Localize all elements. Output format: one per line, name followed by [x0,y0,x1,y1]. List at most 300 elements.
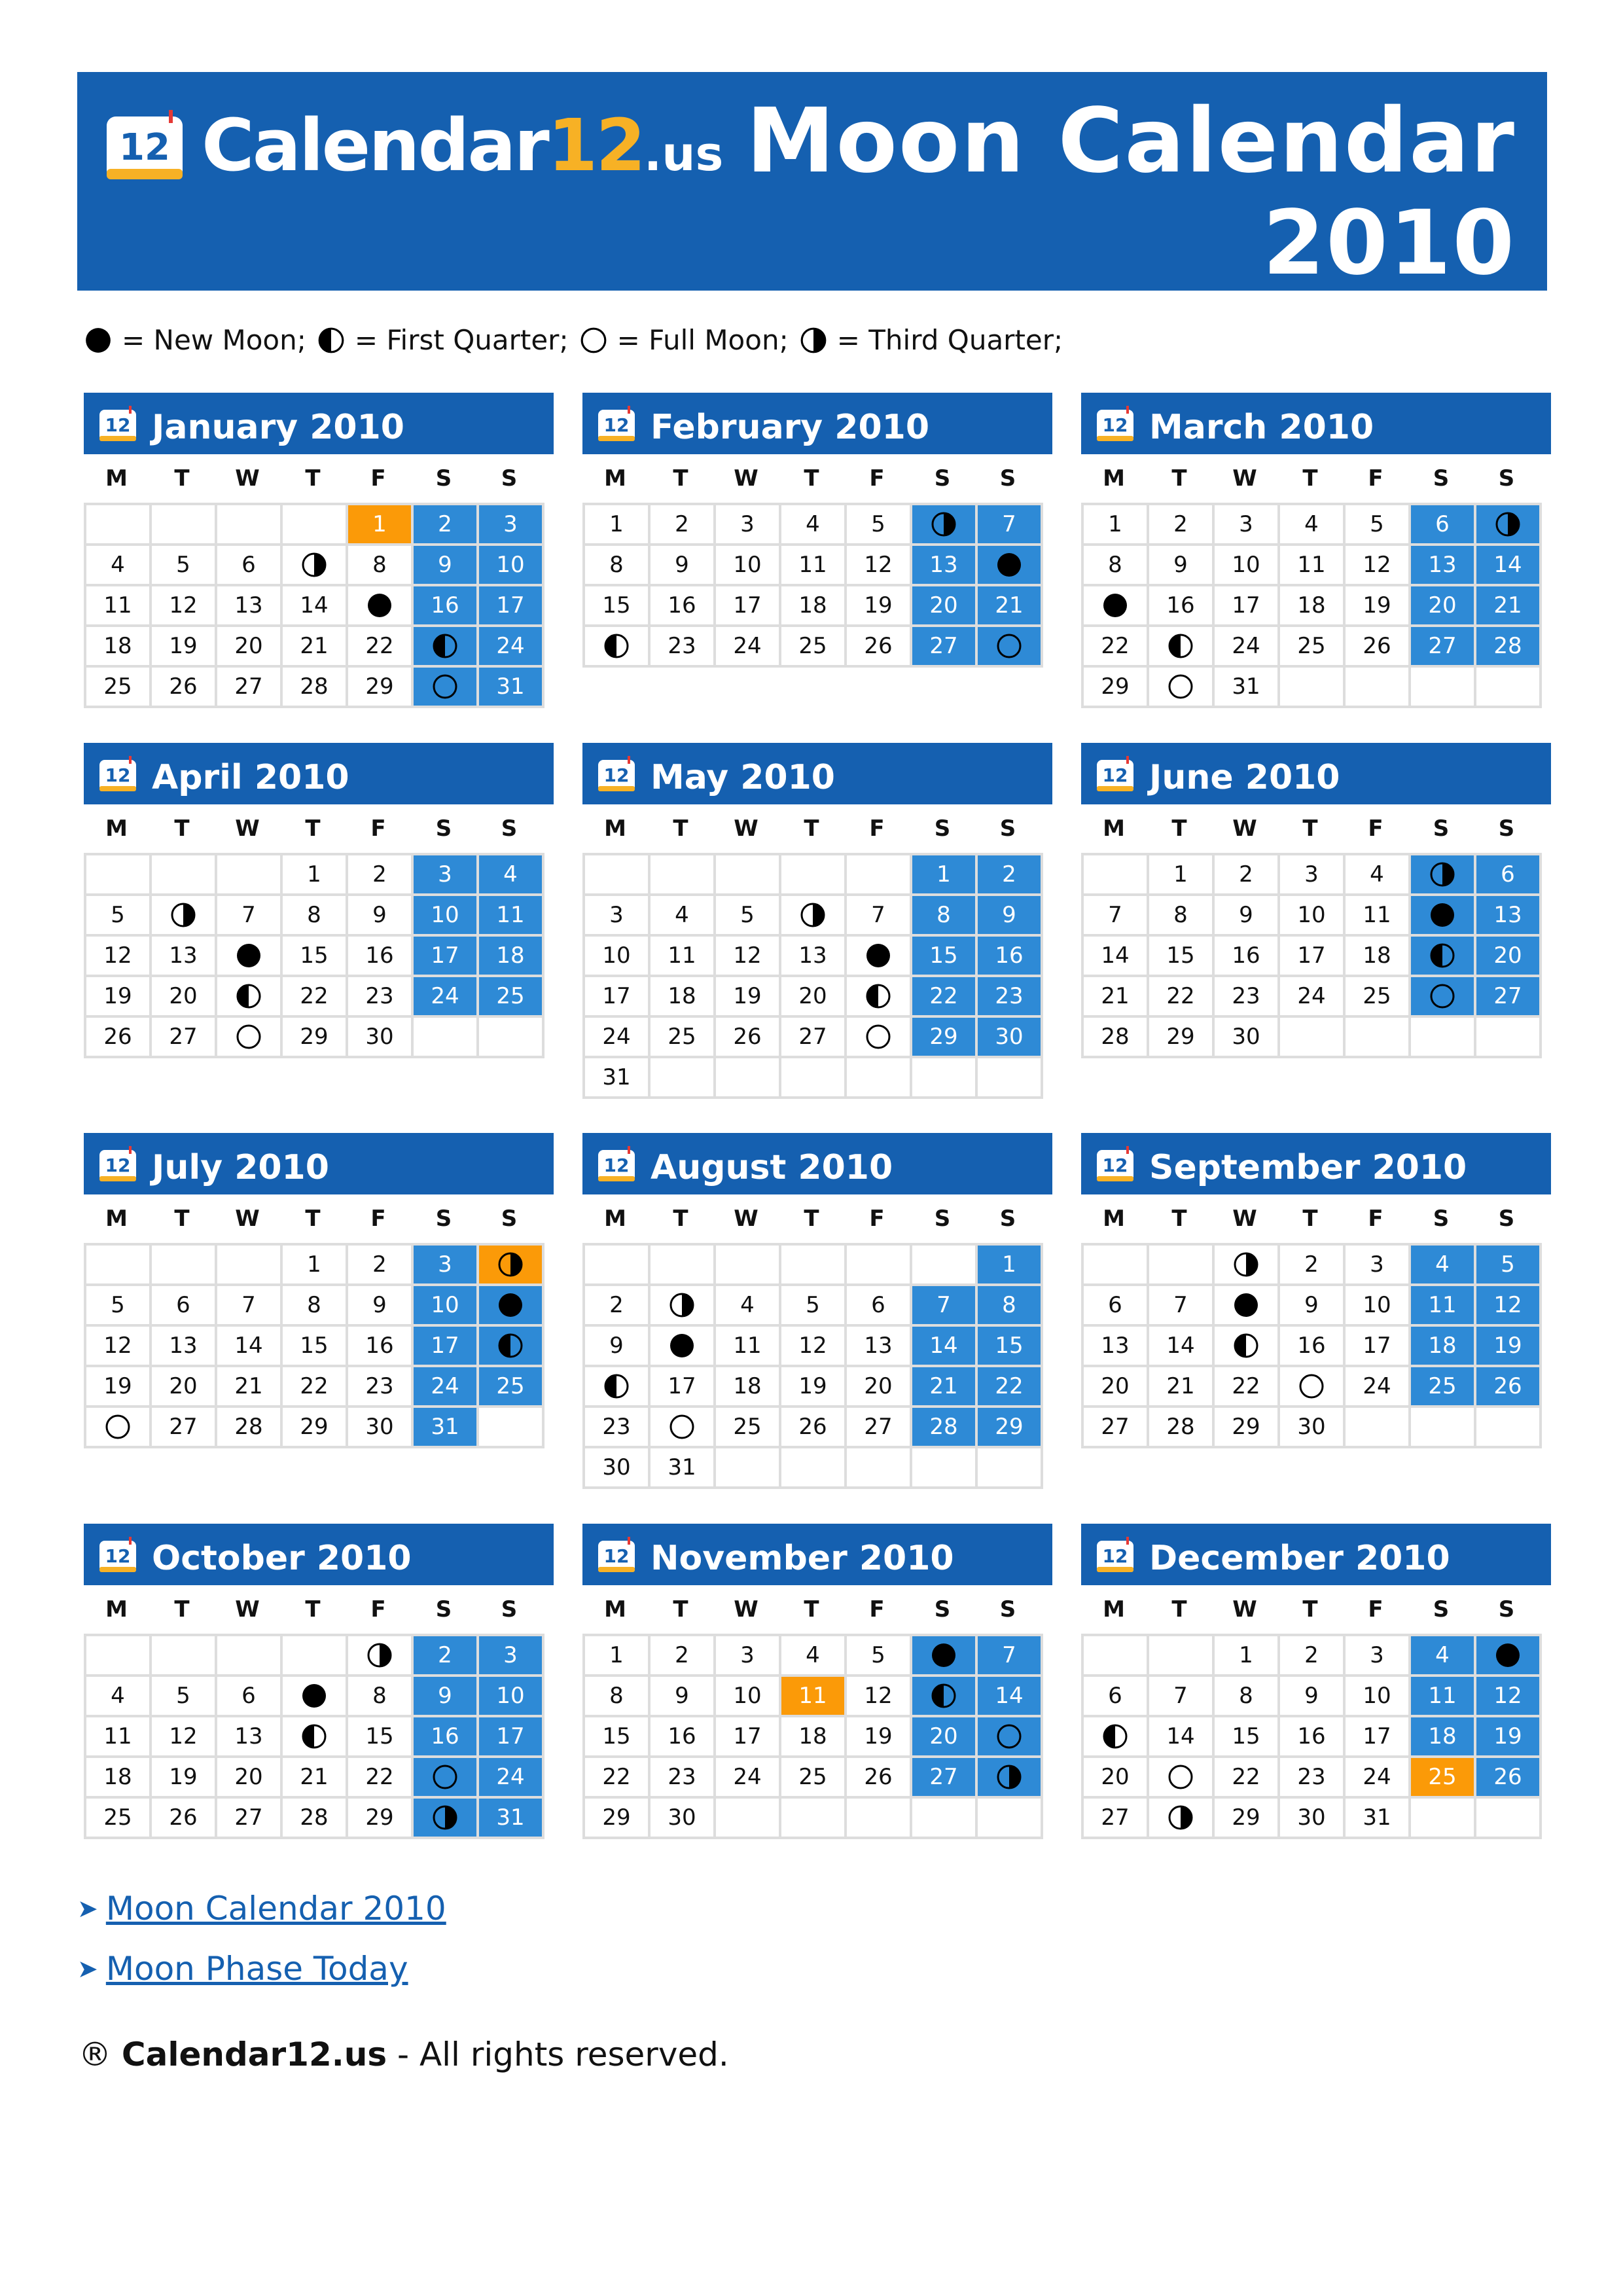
day-number: 7 [1173,1683,1188,1709]
day-number: 7 [1108,902,1122,928]
day-number: 1 [1002,1251,1016,1278]
day-cell [283,937,348,977]
full-moon-icon [1167,673,1194,700]
weekday-label: S [1498,816,1515,842]
day-number: 3 [503,511,518,537]
month-title: April 2010 [152,758,349,797]
day-number: 7 [1002,1642,1016,1668]
empty-day-cell [651,855,716,896]
day-number: 19 [169,1764,198,1790]
day-number: 20 [929,592,958,619]
full-moon-icon [865,1023,892,1050]
day-number: 21 [1493,592,1522,619]
day-number: 30 [1297,1414,1326,1440]
day-cell [781,937,847,977]
day-number: 2 [675,511,689,537]
empty-day-cell [716,855,781,896]
day-number: 24 [1363,1373,1391,1399]
day-number: 12 [1363,552,1391,578]
day-number: 17 [668,1373,696,1399]
day-number: 11 [668,942,696,969]
day-number: 6 [241,552,256,578]
weekday-label: T [1171,465,1187,492]
day-cell [283,1018,348,1058]
day-number: 8 [307,902,321,928]
day-number: 29 [1232,1804,1260,1831]
day-number: 18 [733,1373,762,1399]
day-cell [716,505,781,546]
day-cell [348,1367,414,1408]
day-number: 15 [1232,1723,1260,1749]
day-cell [716,546,781,586]
day-number: 15 [300,942,329,969]
day-cell [86,1327,152,1367]
month-title: November 2010 [651,1539,954,1578]
empty-day-cell [781,1799,847,1839]
day-cell [217,937,283,977]
empty-day-cell [1149,1636,1215,1677]
weekday-label: S [435,816,452,842]
day-cell [414,896,479,937]
weekday-header [582,1585,1041,1634]
day-number: 25 [103,673,132,700]
weekday-label: S [934,1206,951,1232]
day-number: 30 [1232,1024,1260,1050]
day-cell [651,1286,716,1327]
empty-day-cell [847,1799,912,1839]
empty-day-cell [1084,1246,1149,1286]
day-cell [1280,1408,1346,1448]
day-number: 1 [1239,1642,1253,1668]
day-cell [152,668,217,708]
day-number: 8 [1002,1292,1016,1318]
day-cell [479,627,544,668]
month-title: January 2010 [152,408,404,447]
day-cell [1280,1636,1346,1677]
day-number: 12 [864,1683,893,1709]
day-cell [348,1408,414,1448]
day-cell [912,1408,978,1448]
day-cell [1149,896,1215,937]
weekday-label: W [235,816,260,842]
month-header [582,743,1052,804]
day-cell [1215,977,1280,1018]
calendar-icon-number: 12 [1102,764,1128,786]
day-number: 10 [733,552,762,578]
empty-day-cell [86,505,152,546]
day-number: 25 [733,1414,762,1440]
month-calendar [582,743,1052,1099]
day-cell [1280,627,1346,668]
month-calendar [1081,393,1551,708]
day-number: 29 [1101,673,1130,700]
day-number: 9 [609,1333,624,1359]
calendar-icon [1096,1537,1135,1573]
full-moon-icon [1167,1763,1194,1791]
calendar-icon [1096,1146,1135,1183]
full-moon-icon [579,326,608,355]
day-number: 12 [103,942,132,969]
empty-day-cell [585,855,651,896]
month-calendar [84,393,554,708]
day-cell [152,896,217,937]
day-cell [217,1758,283,1799]
day-cell [585,1758,651,1799]
day-cell [283,546,348,586]
day-number: 2 [1304,1251,1319,1278]
day-cell [912,1327,978,1367]
weekday-label: S [1498,1206,1515,1232]
day-cell [1411,896,1476,937]
day-cell [585,1717,651,1758]
day-number: 10 [496,1683,525,1709]
day-number: 9 [438,1683,452,1709]
weekday-label: T [804,465,819,492]
empty-day-cell [152,855,217,896]
new-moon-icon [865,942,892,969]
day-number: 14 [300,592,329,619]
empty-day-cell [781,1246,847,1286]
day-number: 17 [431,942,459,969]
day-number: 22 [1232,1764,1260,1790]
calendar-icon-number: 12 [105,764,131,786]
weekday-label: S [999,1596,1016,1623]
day-cell [217,896,283,937]
day-cell [1149,1758,1215,1799]
weekday-label: M [604,1206,626,1232]
empty-day-cell [978,1058,1043,1099]
day-cell [781,1717,847,1758]
weekday-label: M [604,465,626,492]
day-cell [479,1327,544,1367]
day-cell [1280,1758,1346,1799]
link-row [77,1939,446,1999]
weekday-header [582,804,1041,853]
page-title [746,90,1516,295]
day-cell [1411,1367,1476,1408]
day-cell [1411,977,1476,1018]
calendar-icon-number: 12 [105,414,131,436]
day-cell [585,505,651,546]
day-number: 31 [1232,673,1260,700]
day-number: 8 [1173,902,1188,928]
calendar-icon-number: 12 [1102,1545,1128,1567]
empty-day-cell [1411,1799,1476,1839]
day-cell [1346,1677,1411,1717]
third-quarter-moon-icon [1167,1804,1194,1831]
day-number: 10 [1232,552,1260,578]
day-cell [86,668,152,708]
day-number: 4 [1435,1642,1450,1668]
day-cell [1411,1246,1476,1286]
day-cell [348,668,414,708]
day-number: 22 [1166,983,1195,1009]
calendar-icon [98,406,137,442]
day-cell [1411,586,1476,627]
day-cell [414,505,479,546]
weekday-label: W [235,1596,260,1623]
day-cell [283,1327,348,1367]
day-cell [414,1367,479,1408]
day-number: 18 [1428,1333,1457,1359]
day-number: 29 [365,1804,394,1831]
day-cell [283,1717,348,1758]
day-number: 31 [1363,1804,1391,1831]
third-quarter-moon-icon [300,551,328,579]
day-number: 14 [1493,552,1522,578]
day-cell [716,937,781,977]
day-number: 5 [1501,1251,1515,1278]
day-cell [781,505,847,546]
day-cell [912,1677,978,1717]
weekday-label: T [1302,816,1318,842]
weekday-header [84,1194,542,1243]
day-cell [479,1717,544,1758]
day-cell [1084,1799,1149,1839]
weekday-label: T [1302,1596,1318,1623]
day-number: 27 [1101,1804,1130,1831]
arrow-right-icon: ➤ [77,1954,98,1983]
day-cell [1084,1367,1149,1408]
weekday-header [582,454,1041,503]
day-cell [1411,1286,1476,1327]
day-number: 1 [609,511,624,537]
day-number: 15 [929,942,958,969]
day-cell [847,505,912,546]
empty-day-cell [978,1448,1043,1489]
day-cell [912,505,978,546]
day-cell [585,1677,651,1717]
month-title: August 2010 [651,1148,893,1187]
day-number: 27 [929,633,958,659]
logo-suffix: .us [643,126,724,181]
day-cell [217,1677,283,1717]
day-number: 13 [234,592,263,619]
moon-calendar-link[interactable]: Moon Calendar 2010 [105,1890,446,1928]
day-cell [152,1018,217,1058]
weekday-label: T [673,1596,688,1623]
day-cell [86,586,152,627]
day-cell [781,1367,847,1408]
empty-day-cell [479,1018,544,1058]
day-cell [781,1408,847,1448]
weekday-label: F [370,1596,386,1623]
weekday-label: T [305,816,321,842]
day-number: 3 [1304,861,1319,888]
day-number: 18 [1297,592,1326,619]
day-number: 7 [1173,1292,1188,1318]
day-cell [1215,1408,1280,1448]
day-cell [847,937,912,977]
day-cell [781,1327,847,1367]
weekday-label: W [1232,1596,1257,1623]
weekday-label: S [1498,1596,1515,1623]
day-number: 28 [1166,1414,1195,1440]
day-number: 10 [1363,1683,1391,1709]
day-cell [651,627,716,668]
day-cell [651,1758,716,1799]
day-cell [86,1758,152,1799]
day-number: 27 [798,1024,827,1050]
weekday-label: T [174,465,190,492]
day-cell [651,546,716,586]
day-cell [1149,505,1215,546]
day-number: 3 [740,511,755,537]
day-number: 21 [1101,983,1130,1009]
day-number: 2 [438,511,452,537]
day-cell [1280,1717,1346,1758]
day-number: 30 [995,1024,1024,1050]
day-number: 1 [372,511,387,537]
day-number: 19 [864,1723,893,1749]
month-title: June 2010 [1149,758,1340,797]
day-cell [716,1677,781,1717]
day-cell [651,586,716,627]
day-number: 21 [234,1373,263,1399]
weekday-label: S [999,1206,1016,1232]
day-cell [716,1717,781,1758]
day-cell [978,546,1043,586]
day-grid [1081,1634,1542,1839]
day-cell [651,1018,716,1058]
day-cell [348,1677,414,1717]
weekday-label: S [501,1206,518,1232]
day-cell [479,855,544,896]
day-cell [414,977,479,1018]
day-cell [217,586,283,627]
empty-day-cell [1476,668,1542,708]
day-cell [651,1636,716,1677]
day-cell [1411,937,1476,977]
day-cell [781,1018,847,1058]
empty-day-cell [847,1448,912,1489]
day-number: 19 [733,983,762,1009]
day-number: 25 [103,1804,132,1831]
day-number: 14 [1101,942,1130,969]
empty-day-cell [86,855,152,896]
day-number: 4 [806,511,820,537]
day-cell [1476,1246,1542,1286]
day-number: 9 [1002,902,1016,928]
day-number: 26 [103,1024,132,1050]
day-cell [1411,1677,1476,1717]
empty-day-cell [1346,668,1411,708]
day-number: 30 [365,1414,394,1440]
day-number: 18 [496,942,525,969]
empty-day-cell [1149,1246,1215,1286]
day-cell [585,1367,651,1408]
day-cell [1476,977,1542,1018]
day-cell [1215,1799,1280,1839]
empty-day-cell [217,855,283,896]
day-cell [1149,1799,1215,1839]
weekday-label: F [869,465,885,492]
day-cell [1346,1799,1411,1839]
day-number: 29 [602,1804,631,1831]
day-number: 15 [995,1333,1024,1359]
legend-label: = Third Quarter; [836,324,1063,356]
day-cell [1149,937,1215,977]
day-number: 28 [300,1804,329,1831]
full-moon-icon [431,673,459,700]
day-cell [283,855,348,896]
weekday-label: M [105,1596,128,1623]
day-number: 15 [1166,942,1195,969]
day-cell [978,1717,1043,1758]
day-number: 27 [169,1414,198,1440]
logo-prefix: Calendar [202,103,548,187]
weekday-label: S [435,1206,452,1232]
first-quarter-moon-icon [603,1372,630,1400]
day-number: 26 [864,1764,893,1790]
day-cell [348,1286,414,1327]
day-number: 30 [602,1454,631,1480]
day-cell [1149,1286,1215,1327]
day-cell [651,1717,716,1758]
weekday-label: S [435,465,452,492]
day-number: 8 [1239,1683,1253,1709]
day-cell [781,1286,847,1327]
day-number: 5 [111,1292,125,1318]
day-number: 18 [103,1764,132,1790]
day-cell [716,1327,781,1367]
day-number: 8 [936,902,951,928]
weekday-label: S [501,1596,518,1623]
empty-day-cell [781,1448,847,1489]
day-number: 17 [431,1333,459,1359]
month-calendar [1081,1133,1551,1448]
day-cell [716,627,781,668]
day-number: 10 [602,942,631,969]
full-moon-icon [995,632,1023,660]
day-number: 3 [740,1642,755,1668]
weekday-label: T [673,465,688,492]
day-cell [1346,1327,1411,1367]
day-number: 31 [496,673,525,700]
weekday-label: T [1302,465,1318,492]
empty-day-cell [1280,1018,1346,1058]
calendar-icon [1096,406,1135,442]
day-cell [1411,1758,1476,1799]
day-cell [479,546,544,586]
first-quarter-moon-icon [865,982,892,1010]
weekday-label: T [804,816,819,842]
day-cell [585,1636,651,1677]
day-cell [978,1286,1043,1327]
weekday-label: T [305,1206,321,1232]
day-cell [414,1758,479,1799]
day-cell [414,1286,479,1327]
day-cell [1149,977,1215,1018]
day-cell [1084,1677,1149,1717]
day-cell [479,937,544,977]
day-number: 20 [234,1764,263,1790]
moon-phase-today-link[interactable]: Moon Phase Today [105,1950,408,1988]
third-quarter-moon-icon [799,326,828,355]
third-quarter-moon-icon [431,1804,459,1831]
empty-day-cell [716,1246,781,1286]
month-calendar [582,1524,1052,1839]
day-cell [1215,1636,1280,1677]
day-cell [348,1758,414,1799]
day-cell [1215,1367,1280,1408]
day-number: 31 [431,1414,459,1440]
empty-day-cell [1411,668,1476,708]
day-cell [414,586,479,627]
day-number: 20 [798,983,827,1009]
day-number: 29 [1166,1024,1195,1050]
day-cell [86,1018,152,1058]
